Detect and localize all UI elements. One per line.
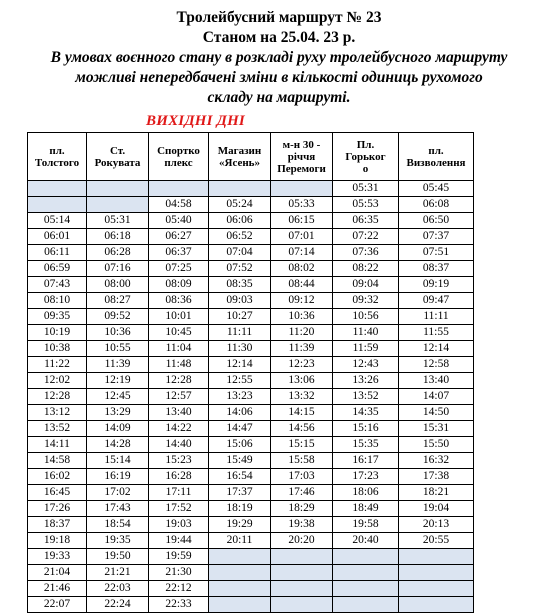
- time-cell: 05:53: [333, 197, 399, 213]
- time-cell: 10:27: [209, 309, 271, 325]
- time-cell: 08:36: [149, 293, 209, 309]
- time-cell: [399, 565, 474, 581]
- column-header-line: Магазин: [217, 144, 262, 157]
- time-cell: 19:44: [149, 533, 209, 549]
- time-cell: [28, 181, 87, 197]
- table-row: [28, 485, 474, 501]
- time-cell: 06:01: [28, 229, 87, 245]
- table-body: [28, 181, 474, 613]
- time-cell: 16:54: [209, 469, 271, 485]
- time-cell: 04:58: [149, 197, 209, 213]
- time-cell: 05:24: [209, 197, 271, 213]
- column-header-line: Спортко: [157, 144, 200, 157]
- time-cell: 08:09: [149, 277, 209, 293]
- time-cell: 13:52: [333, 389, 399, 405]
- column-header: [209, 133, 271, 181]
- time-cell: 18:06: [333, 485, 399, 501]
- time-cell: 13:29: [87, 405, 149, 421]
- time-cell: 14:15: [271, 405, 333, 421]
- time-cell: 20:40: [333, 533, 399, 549]
- time-cell: [333, 549, 399, 565]
- time-cell: 09:04: [333, 277, 399, 293]
- time-cell: 12:45: [87, 389, 149, 405]
- time-cell: 12:14: [209, 357, 271, 373]
- time-cell: 15:50: [399, 437, 474, 453]
- time-cell: [399, 597, 474, 613]
- time-cell: 17:37: [209, 485, 271, 501]
- time-cell: 17:02: [87, 485, 149, 501]
- time-cell: 14:47: [209, 421, 271, 437]
- time-cell: 13:23: [209, 389, 271, 405]
- time-cell: 19:33: [28, 549, 87, 565]
- time-cell: 11:59: [333, 341, 399, 357]
- column-header: [333, 133, 399, 181]
- time-cell: 17:43: [87, 501, 149, 517]
- time-cell: 16:02: [28, 469, 87, 485]
- time-cell: 07:01: [271, 229, 333, 245]
- time-cell: 11:11: [399, 309, 474, 325]
- time-cell: 07:22: [333, 229, 399, 245]
- time-cell: 19:38: [271, 517, 333, 533]
- column-header-line: м-н 30 -: [282, 138, 321, 151]
- time-cell: 05:14: [28, 213, 87, 229]
- time-cell: 17:52: [149, 501, 209, 517]
- time-cell: 10:55: [87, 341, 149, 357]
- time-cell: 22:03: [87, 581, 149, 597]
- time-cell: 16:32: [399, 453, 474, 469]
- column-header-line: Визволення: [406, 156, 466, 169]
- time-cell: 08:37: [399, 261, 474, 277]
- notice-line: можливі непередбачені зміни в кількості одиниць рухомого: [75, 69, 483, 86]
- column-header-line: пл.: [49, 144, 65, 157]
- table-row: [28, 453, 474, 469]
- time-cell: 06:06: [209, 213, 271, 229]
- table-row: [28, 533, 474, 549]
- time-cell: 06:37: [149, 245, 209, 261]
- table-row: [28, 245, 474, 261]
- table-row: [28, 549, 474, 565]
- time-cell: 17:23: [333, 469, 399, 485]
- time-cell: [209, 597, 271, 613]
- time-cell: 11:11: [209, 325, 271, 341]
- table-row: [28, 325, 474, 341]
- column-header-line: Горьког: [345, 150, 386, 163]
- column-header: [87, 133, 149, 181]
- time-cell: 13:40: [399, 373, 474, 389]
- time-cell: 09:32: [333, 293, 399, 309]
- time-cell: [399, 581, 474, 597]
- column-header: [28, 133, 87, 181]
- time-cell: 14:06: [209, 405, 271, 421]
- time-cell: 19:50: [87, 549, 149, 565]
- time-cell: 09:19: [399, 277, 474, 293]
- time-cell: 14:11: [28, 437, 87, 453]
- date-line: Станом на 25.04. 23 р.: [202, 29, 356, 46]
- time-cell: 12:55: [209, 373, 271, 389]
- table-row: [28, 501, 474, 517]
- column-header: [399, 133, 474, 181]
- time-cell: 14:58: [28, 453, 87, 469]
- time-cell: 09:35: [28, 309, 87, 325]
- time-cell: 17:38: [399, 469, 474, 485]
- column-header-line: Ст.: [109, 144, 126, 157]
- time-cell: 11:39: [271, 341, 333, 357]
- time-cell: 21:46: [28, 581, 87, 597]
- time-cell: 15:35: [333, 437, 399, 453]
- table-row: [28, 405, 474, 421]
- time-cell: 14:07: [399, 389, 474, 405]
- time-cell: 21:30: [149, 565, 209, 581]
- time-cell: 05:31: [87, 213, 149, 229]
- time-cell: 17:26: [28, 501, 87, 517]
- time-cell: 05:45: [399, 181, 474, 197]
- time-cell: 08:10: [28, 293, 87, 309]
- time-cell: 18:19: [209, 501, 271, 517]
- time-cell: [333, 581, 399, 597]
- time-cell: 19:03: [149, 517, 209, 533]
- table-row: [28, 357, 474, 373]
- time-cell: 05:33: [271, 197, 333, 213]
- time-cell: [209, 565, 271, 581]
- time-cell: [87, 181, 149, 197]
- time-cell: 15:14: [87, 453, 149, 469]
- time-cell: 08:44: [271, 277, 333, 293]
- time-cell: 22:07: [28, 597, 87, 613]
- table-row: [28, 421, 474, 437]
- table-row: [28, 469, 474, 485]
- time-cell: 07:37: [399, 229, 474, 245]
- time-cell: 12:43: [333, 357, 399, 373]
- time-cell: 09:12: [271, 293, 333, 309]
- time-cell: 09:52: [87, 309, 149, 325]
- column-header: [149, 133, 209, 181]
- time-cell: [271, 181, 333, 197]
- column-header: [271, 133, 333, 181]
- table-row: [28, 293, 474, 309]
- time-cell: 06:18: [87, 229, 149, 245]
- time-cell: 22:24: [87, 597, 149, 613]
- table-row: [28, 261, 474, 277]
- table-row: [28, 197, 474, 213]
- notice-line: складу на маршруті.: [207, 89, 351, 106]
- time-cell: 20:55: [399, 533, 474, 549]
- time-cell: 20:20: [271, 533, 333, 549]
- time-cell: 08:27: [87, 293, 149, 309]
- time-cell: 13:26: [333, 373, 399, 389]
- time-cell: [149, 181, 209, 197]
- time-cell: 15:23: [149, 453, 209, 469]
- table-header-row: [28, 133, 474, 181]
- time-cell: 14:40: [149, 437, 209, 453]
- time-cell: 06:27: [149, 229, 209, 245]
- table-row: [28, 373, 474, 389]
- time-cell: [271, 597, 333, 613]
- column-header-line: Рокувата: [94, 156, 141, 169]
- time-cell: 18:54: [87, 517, 149, 533]
- time-cell: 07:43: [28, 277, 87, 293]
- time-cell: 16:45: [28, 485, 87, 501]
- time-cell: 14:35: [333, 405, 399, 421]
- time-cell: 06:59: [28, 261, 87, 277]
- time-cell: 14:22: [149, 421, 209, 437]
- time-cell: 15:49: [209, 453, 271, 469]
- time-cell: 11:40: [333, 325, 399, 341]
- time-cell: 06:08: [399, 197, 474, 213]
- table-row: [28, 581, 474, 597]
- time-cell: 06:15: [271, 213, 333, 229]
- time-cell: [271, 565, 333, 581]
- time-cell: 06:52: [209, 229, 271, 245]
- column-header-line: плекс: [164, 156, 193, 169]
- time-cell: 07:52: [209, 261, 271, 277]
- time-cell: 15:06: [209, 437, 271, 453]
- time-cell: 11:30: [209, 341, 271, 357]
- time-cell: 12:57: [149, 389, 209, 405]
- time-cell: 12:28: [149, 373, 209, 389]
- time-cell: 14:09: [87, 421, 149, 437]
- time-cell: 05:31: [333, 181, 399, 197]
- time-cell: 21:04: [28, 565, 87, 581]
- time-cell: 12:02: [28, 373, 87, 389]
- column-header-line: річчя: [287, 150, 316, 163]
- column-header-line: о: [362, 162, 369, 175]
- time-cell: [271, 581, 333, 597]
- time-cell: [209, 549, 271, 565]
- time-cell: 12:28: [28, 389, 87, 405]
- time-cell: 19:29: [209, 517, 271, 533]
- time-cell: 06:50: [399, 213, 474, 229]
- time-cell: 20:11: [209, 533, 271, 549]
- time-cell: 13:52: [28, 421, 87, 437]
- time-cell: 13:12: [28, 405, 87, 421]
- time-cell: 15:15: [271, 437, 333, 453]
- time-cell: 20:13: [399, 517, 474, 533]
- time-cell: [399, 549, 474, 565]
- time-cell: 08:22: [333, 261, 399, 277]
- time-cell: 16:28: [149, 469, 209, 485]
- time-cell: 07:51: [399, 245, 474, 261]
- table-row: [28, 229, 474, 245]
- time-cell: 19:04: [399, 501, 474, 517]
- schedule-table: [27, 132, 474, 613]
- time-cell: 11:48: [149, 357, 209, 373]
- time-cell: 06:35: [333, 213, 399, 229]
- time-cell: 09:47: [399, 293, 474, 309]
- time-cell: 15:58: [271, 453, 333, 469]
- time-cell: [271, 549, 333, 565]
- time-cell: [87, 197, 149, 213]
- time-cell: 08:02: [271, 261, 333, 277]
- time-cell: 14:28: [87, 437, 149, 453]
- time-cell: [209, 181, 271, 197]
- time-cell: [209, 581, 271, 597]
- time-cell: 17:11: [149, 485, 209, 501]
- time-cell: 19:59: [149, 549, 209, 565]
- time-cell: 13:06: [271, 373, 333, 389]
- table-row: [28, 309, 474, 325]
- time-cell: 18:37: [28, 517, 87, 533]
- table-row: [28, 389, 474, 405]
- table-row: [28, 565, 474, 581]
- time-cell: 12:19: [87, 373, 149, 389]
- time-cell: 08:00: [87, 277, 149, 293]
- notice-line: В умовах воєнного стану в розкладі руху тролейбусного маршруту: [50, 49, 508, 66]
- time-cell: 15:31: [399, 421, 474, 437]
- table-row: [28, 341, 474, 357]
- route-title: Тролейбусний маршрут № 23: [176, 9, 382, 26]
- time-cell: 21:21: [87, 565, 149, 581]
- time-cell: 11:20: [271, 325, 333, 341]
- time-cell: 14:56: [271, 421, 333, 437]
- day-type-label: ВИХІДНІ ДНІ: [146, 113, 245, 129]
- column-header-line: Пл.: [356, 138, 375, 151]
- time-cell: [333, 565, 399, 581]
- table-row: [28, 517, 474, 533]
- time-cell: 07:14: [271, 245, 333, 261]
- time-cell: 11:04: [149, 341, 209, 357]
- table-row: [28, 277, 474, 293]
- time-cell: 19:18: [28, 533, 87, 549]
- time-cell: 12:14: [399, 341, 474, 357]
- time-cell: 22:33: [149, 597, 209, 613]
- time-cell: 10:01: [149, 309, 209, 325]
- time-cell: 11:22: [28, 357, 87, 373]
- time-cell: 09:03: [209, 293, 271, 309]
- time-cell: 06:11: [28, 245, 87, 261]
- table-row: [28, 181, 474, 197]
- time-cell: 17:46: [271, 485, 333, 501]
- time-cell: 10:56: [333, 309, 399, 325]
- time-cell: 10:36: [87, 325, 149, 341]
- time-cell: 07:04: [209, 245, 271, 261]
- column-header-line: Толстого: [34, 156, 80, 169]
- time-cell: 19:35: [87, 533, 149, 549]
- table-row: [28, 437, 474, 453]
- time-cell: 07:25: [149, 261, 209, 277]
- column-header-line: пл.: [428, 144, 444, 157]
- time-cell: 11:39: [87, 357, 149, 373]
- time-cell: 10:38: [28, 341, 87, 357]
- time-cell: 07:36: [333, 245, 399, 261]
- time-cell: 12:23: [271, 357, 333, 373]
- time-cell: 13:32: [271, 389, 333, 405]
- time-cell: 17:03: [271, 469, 333, 485]
- time-cell: 06:28: [87, 245, 149, 261]
- time-cell: 16:19: [87, 469, 149, 485]
- time-cell: 10:19: [28, 325, 87, 341]
- time-cell: 11:55: [399, 325, 474, 341]
- table-row: [28, 213, 474, 229]
- time-cell: 18:29: [271, 501, 333, 517]
- column-header-line: Перемоги: [277, 162, 326, 175]
- time-cell: 18:21: [399, 485, 474, 501]
- time-cell: [28, 197, 87, 213]
- table-row: [28, 597, 474, 613]
- time-cell: 16:17: [333, 453, 399, 469]
- time-cell: 07:16: [87, 261, 149, 277]
- time-cell: 10:36: [271, 309, 333, 325]
- time-cell: 10:45: [149, 325, 209, 341]
- time-cell: 18:49: [333, 501, 399, 517]
- time-cell: 13:40: [149, 405, 209, 421]
- time-cell: 08:35: [209, 277, 271, 293]
- time-cell: 19:58: [333, 517, 399, 533]
- time-cell: 15:16: [333, 421, 399, 437]
- time-cell: 05:40: [149, 213, 209, 229]
- time-cell: 12:58: [399, 357, 474, 373]
- time-cell: [333, 597, 399, 613]
- document-header: [0, 8, 558, 108]
- time-cell: 22:12: [149, 581, 209, 597]
- column-header-line: «Ясень»: [219, 156, 260, 169]
- time-cell: 14:50: [399, 405, 474, 421]
